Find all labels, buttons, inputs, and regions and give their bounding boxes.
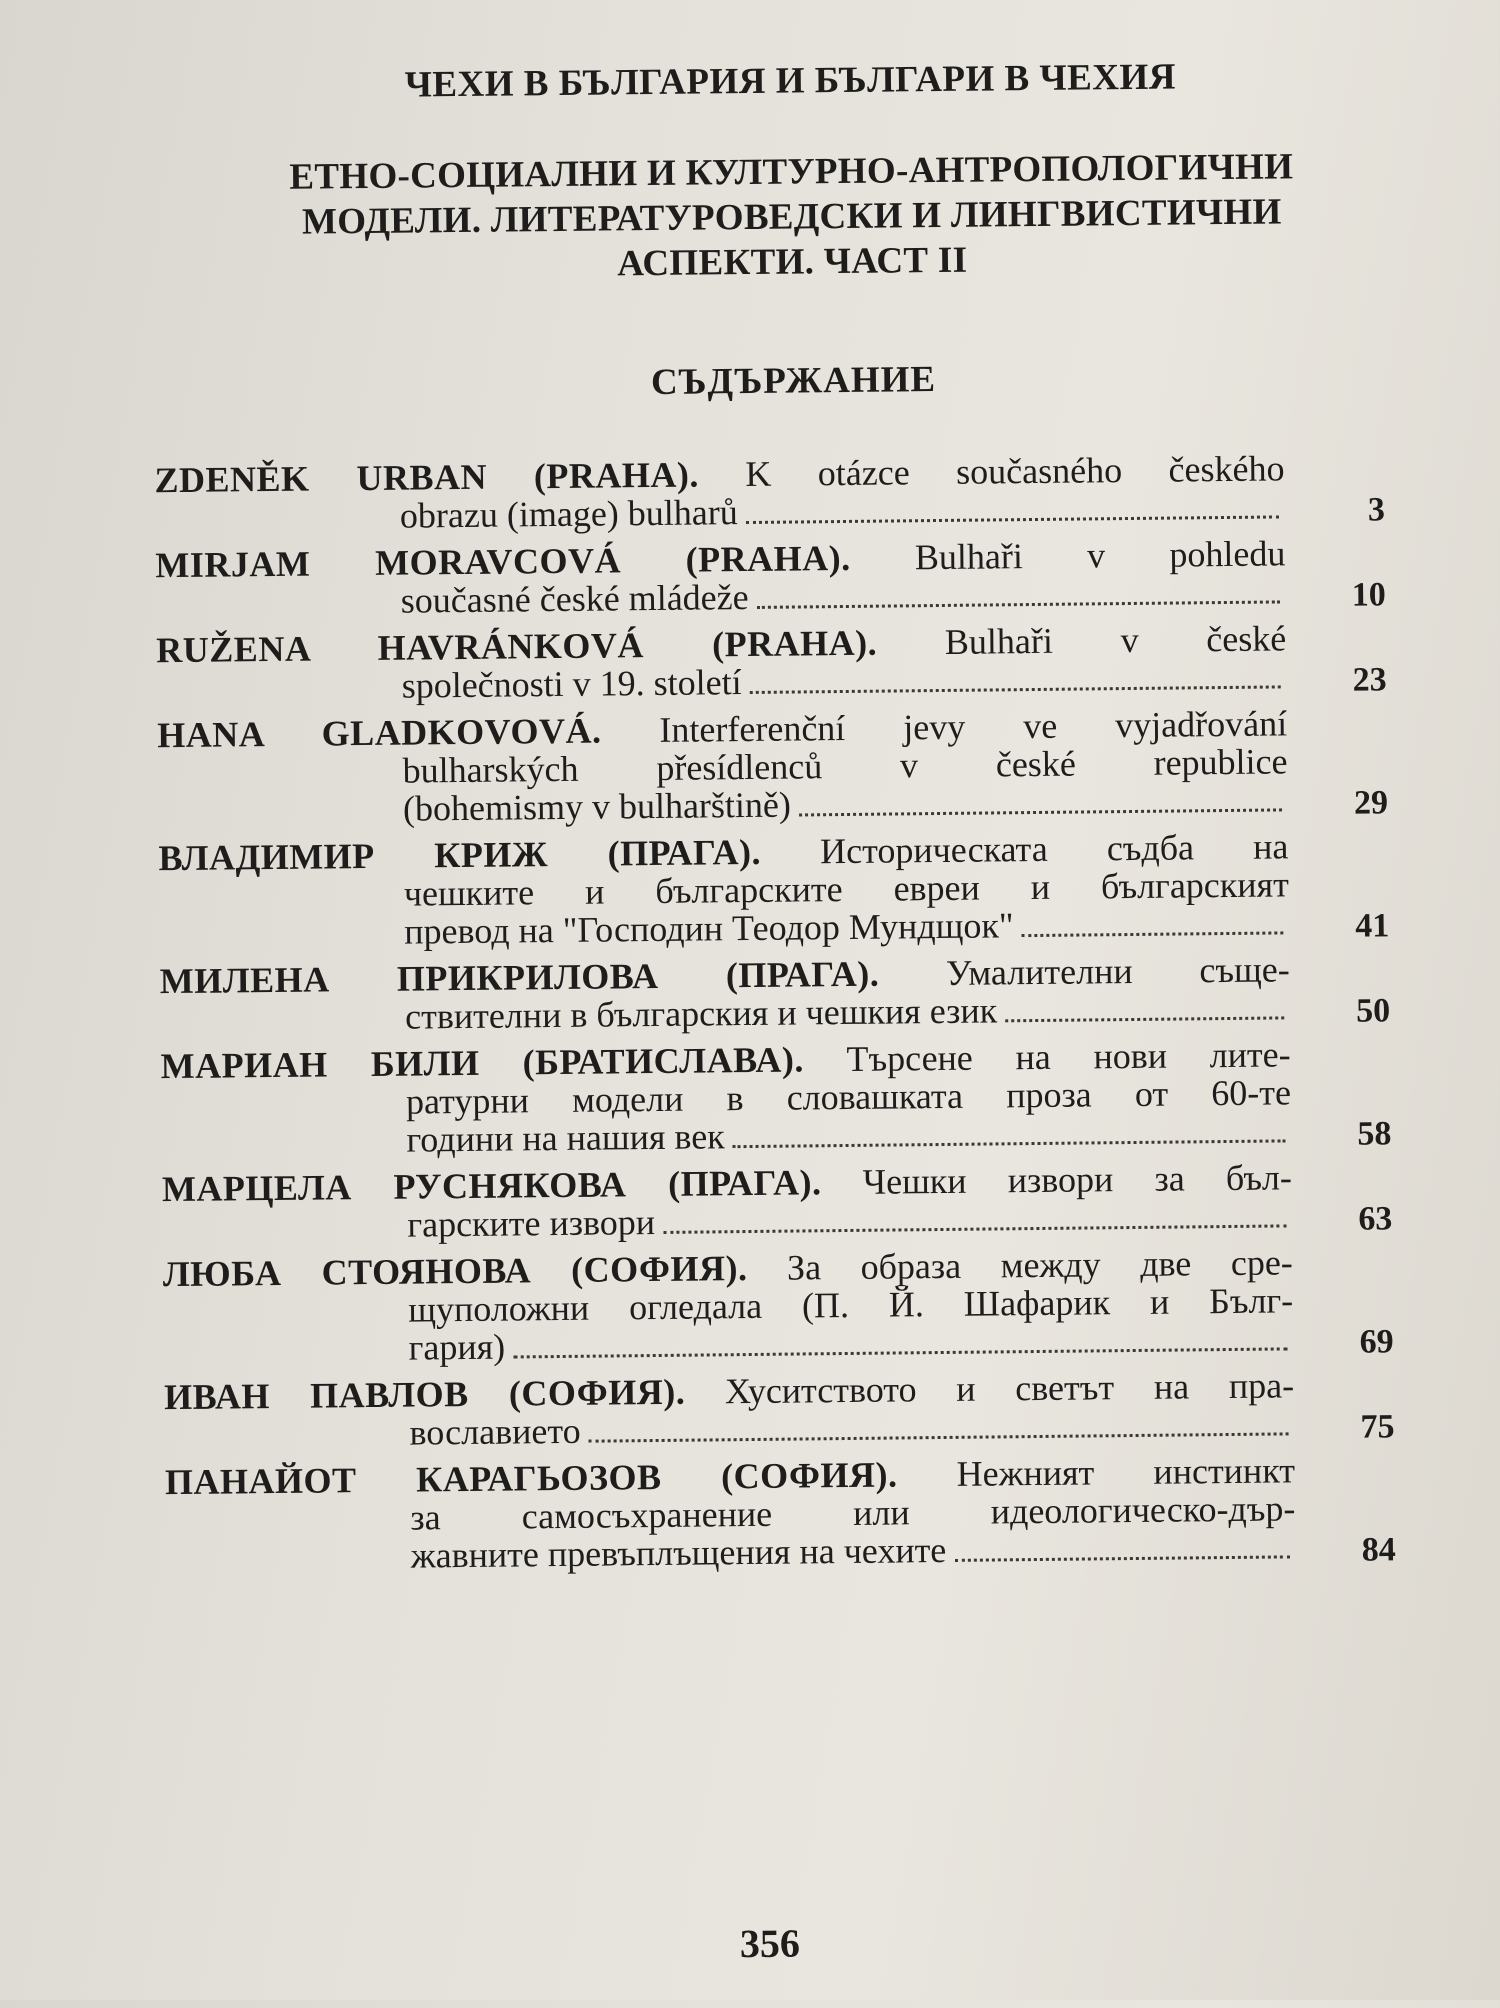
toc-entry bbox=[160, 1034, 1391, 1162]
toc-entry-text bbox=[155, 534, 1286, 623]
dot-leader bbox=[750, 685, 1281, 694]
toc-title-end: (bohemismy v bulharštině) bbox=[402, 784, 792, 829]
dot-leader bbox=[757, 600, 1280, 608]
toc-title-end: ствителни в българския и чешкия език bbox=[404, 990, 998, 1037]
toc-entry-text bbox=[163, 1243, 1294, 1370]
toc-entry bbox=[163, 1242, 1394, 1370]
toc-title-start: За образа между две сре- bbox=[786, 1242, 1294, 1288]
toc-entry bbox=[157, 703, 1388, 831]
toc-page-number: 84 bbox=[1361, 1531, 1396, 1569]
toc-entry-text bbox=[157, 704, 1288, 831]
toc-author: ПАНАЙОТ КАРАГЬОЗОВ (СОФИЯ). bbox=[164, 1454, 898, 1503]
volume-title-line: МОДЕЛИ. ЛИТЕРАТУРОВЕДСКИ И ЛИНГВИСТИЧНИ bbox=[301, 191, 1282, 243]
toc-title-start: Bulhaři v české bbox=[944, 618, 1287, 662]
toc-author: ИВАН ПАВЛОВ (СОФИЯ). bbox=[163, 1371, 686, 1418]
toc-entry bbox=[154, 448, 1385, 538]
dot-leader bbox=[1005, 1016, 1284, 1022]
toc-entry bbox=[164, 1365, 1395, 1455]
toc-title-start: Нежният инстинкт bbox=[956, 1450, 1296, 1494]
toc-entry bbox=[155, 533, 1386, 623]
volume-title-line: АСПЕКТИ. ЧАСТ II bbox=[617, 239, 968, 285]
toc-title-middle-line: за самосъхранение или идеологическо-дър- bbox=[410, 1488, 1296, 1538]
dot-leader bbox=[663, 1224, 1286, 1234]
toc-title-end: гарските извори bbox=[407, 1202, 656, 1245]
toc-author: ВЛАДИМИР КРИЖ (ПРАГА). bbox=[158, 831, 762, 879]
toc-page-number: 50 bbox=[1355, 992, 1391, 1030]
toc-entry-text bbox=[162, 1158, 1293, 1247]
toc-page-number: 75 bbox=[1360, 1408, 1395, 1446]
toc-title-start: Interferenční jevy ve vyjadřování bbox=[659, 703, 1288, 750]
dot-leader bbox=[589, 1432, 1289, 1442]
toc-title-end: жавните превъплъщения на чехите bbox=[410, 1529, 947, 1576]
toc-heading: СЪДЪРЖАНИЕ bbox=[650, 359, 937, 404]
toc-page-number: 63 bbox=[1358, 1200, 1393, 1238]
toc-page-number: 23 bbox=[1352, 661, 1387, 699]
toc-title-middle-line: чешките и българските евреи и българският bbox=[403, 864, 1290, 914]
toc-author: МАРИАН БИЛИ (БРАТИСЛАВА). bbox=[160, 1039, 805, 1087]
toc-entry-text bbox=[154, 449, 1285, 538]
toc-entry bbox=[156, 618, 1387, 708]
dot-leader bbox=[733, 1139, 1286, 1148]
toc-entry-text bbox=[165, 1451, 1296, 1578]
toc-title-end: společnosti v 19. století bbox=[401, 662, 742, 706]
dot-leader bbox=[513, 1347, 1287, 1358]
toc-title-middle-line: щуположни огледала (П. Й. Шафарик и Бълг- bbox=[408, 1280, 1294, 1330]
dot-leader bbox=[799, 808, 1282, 816]
toc-title-start: Bulhaři v pohledu bbox=[914, 533, 1286, 578]
toc-title-middle-line: bulharských přesídlenců v české republice bbox=[402, 741, 1288, 791]
toc-title-end: гария) bbox=[408, 1326, 506, 1368]
toc-entry bbox=[158, 826, 1389, 954]
series-title: ЧЕХИ В БЪЛГАРИЯ И БЪЛГАРИ В ЧЕХИЯ bbox=[404, 56, 1177, 106]
toc-entry-text bbox=[156, 619, 1287, 708]
toc-title-start: Историческата съдба на bbox=[819, 826, 1289, 872]
toc-entry bbox=[160, 949, 1391, 1039]
toc-page-number: 41 bbox=[1355, 907, 1390, 945]
toc-title-middle-line: ратурни модели в словашката проза от 60-те bbox=[405, 1072, 1292, 1122]
toc-entry bbox=[162, 1157, 1393, 1247]
toc-author: HANA GLADKOVOVÁ. bbox=[156, 710, 602, 756]
toc-title-end: současné české mládeže bbox=[400, 576, 749, 621]
toc-title-start: Търсене на нови лите- bbox=[846, 1034, 1291, 1079]
toc-author: RUŽENA HAVRÁNKOVÁ (PRAHA). bbox=[156, 622, 878, 671]
dot-leader bbox=[1022, 931, 1284, 937]
toc-author: ZDENĚK URBAN (PRAHA). bbox=[154, 454, 700, 501]
toc-page-number: 10 bbox=[1351, 576, 1386, 614]
toc-page-number: 69 bbox=[1359, 1323, 1394, 1361]
toc-title-end: превод на "Господин Теодор Мундщок" bbox=[404, 905, 1014, 952]
dot-leader bbox=[746, 515, 1279, 524]
toc-title-end: години на нашия век bbox=[406, 1116, 725, 1160]
toc-entry bbox=[165, 1450, 1396, 1578]
dot-leader bbox=[954, 1555, 1289, 1562]
toc-author: МИЛЕНА ПРИКРИЛОВА (ПРАГА). bbox=[159, 953, 880, 1002]
table-of-contents bbox=[154, 448, 1396, 1586]
page-number-folio: 356 bbox=[739, 1920, 801, 1967]
toc-entry-text bbox=[160, 950, 1291, 1039]
volume-title-line: ЕТНО-СОЦИАЛНИ И КУЛТУРНО-АНТРОПОЛОГИЧНИ bbox=[289, 146, 1294, 198]
toc-author: MIRJAM MORAVCOVÁ (PRAHA). bbox=[155, 537, 851, 586]
toc-title-start: K otázce současného českého bbox=[745, 448, 1285, 495]
toc-title-start: Хуситството и светът на пра- bbox=[724, 1365, 1295, 1412]
toc-title-start: Умалителни съще- bbox=[945, 949, 1290, 993]
toc-author: МАРЦЕЛА РУСНЯКОВА (ПРАГА). bbox=[161, 1162, 822, 1210]
toc-title-end: obrazu (image) bulharů bbox=[399, 492, 738, 536]
toc-entry-text bbox=[164, 1366, 1295, 1455]
toc-page-number: 29 bbox=[1353, 784, 1389, 822]
toc-page-number: 58 bbox=[1357, 1115, 1392, 1153]
toc-entry-text bbox=[158, 827, 1289, 954]
volume-title bbox=[0, 141, 1500, 293]
toc-title-end: вославието bbox=[409, 1410, 581, 1453]
toc-author: ЛЮБА СТОЯНОВА (СОФИЯ). bbox=[162, 1248, 748, 1295]
toc-entry-text bbox=[160, 1035, 1291, 1162]
toc-title-start: Чешки извори за бъл- bbox=[862, 1157, 1293, 1202]
toc-page-number: 3 bbox=[1367, 491, 1386, 529]
